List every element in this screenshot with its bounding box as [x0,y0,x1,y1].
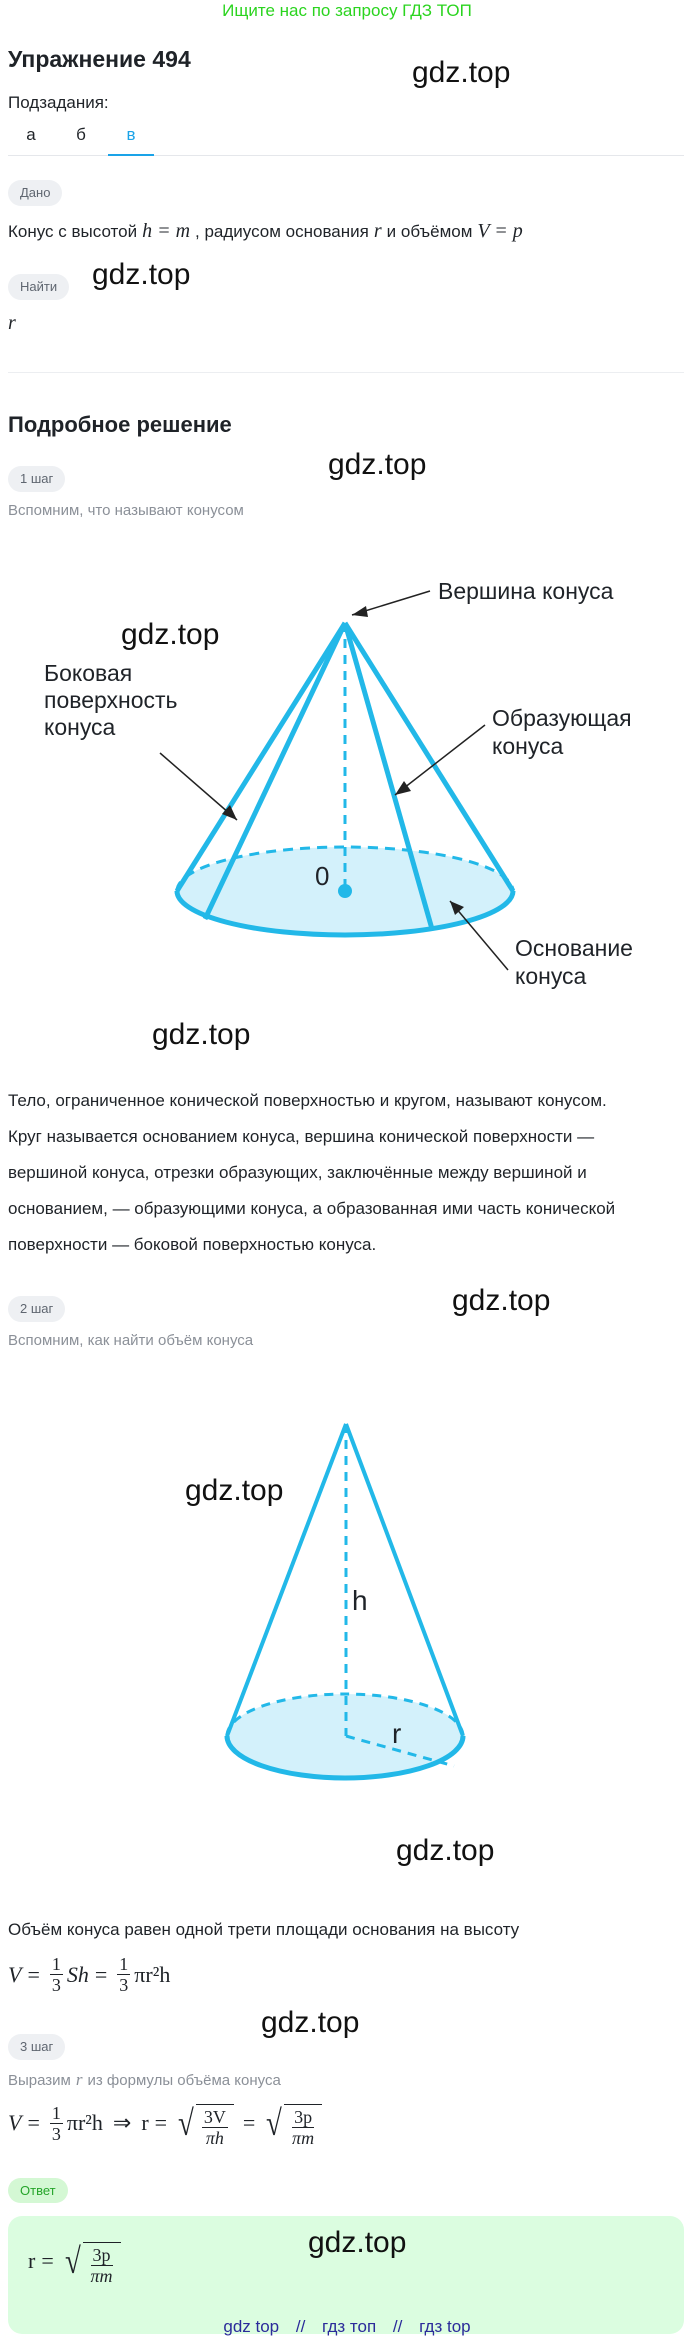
label-lateral-1: Боковая [44,660,133,686]
para-line-2: Круг называется основанием конуса, вершина конической поверхности — [8,1127,595,1146]
tab-b[interactable]: б [76,125,86,144]
label-apex: Вершина конуса [438,578,614,604]
find-pill: Найти [8,274,69,300]
cone-center-point [338,884,352,898]
f-frac-2: $\frac{1}{3}$ [119,1954,129,1995]
footer-link-3[interactable]: гдз top [419,2317,471,2336]
para-line-5: поверхности — боковой поверхностью конуса. [8,1235,377,1254]
radius-formula: V = $\frac{1}{3}$ πr²h ⇒ r = √ $\frac{3V}{\pi h}$ = √ $\frac{3p}{\pi m}$ [8,2098,325,2148]
arrow-generatrix [395,725,485,795]
search-banner: Ищите нас по запросу ГДЗ ТОП [222,1,472,20]
label-lateral-3: конуса [44,714,116,740]
f-sh: Sh [66,1961,89,1987]
cone-volume-diagram [0,1410,694,1820]
para-line-4: основанием, — образующими конуса, а образованная ими часть конической [8,1199,616,1218]
tab-v[interactable]: в [108,120,154,156]
page-title: Упражнение 494 [8,46,191,72]
f-v: V [8,1961,22,1987]
footer-links [0,2317,694,2337]
volume-formula [8,1954,170,1995]
tab-a[interactable]: а [26,125,36,144]
label-base-2: конуса [515,963,587,989]
step-1-paragraph [8,1083,684,1263]
ans-sqrt: √ $\frac{3p}{\pi m}$ [63,2236,121,2286]
given-math-radius: r [373,220,382,242]
step-2-pill: 2 шаг [8,1296,65,1322]
step-2-caption: Вспомним, как найти объём конуса [8,1332,254,1349]
answer-formula: r = √ $\frac{3p}{\pi m}$ [28,2236,124,2286]
watermark: gdz.top [261,2006,360,2039]
answer-pill: Ответ [8,2178,68,2203]
solution-title: Подробное решение [8,412,232,437]
f-pir2h: πr²h [134,1961,171,1987]
footer-sep-1: // [295,2317,306,2336]
label-h: h [352,1585,368,1616]
para-line-3: вершиной конуса, отрезки образующих, заключённые между вершиной и [8,1163,587,1182]
given-pill: Дано [8,180,62,206]
label-lateral-2: поверхность [44,687,178,713]
watermark: gdz.top [92,258,191,291]
f3-sqrt-1: √ $\frac{3V}{\pi h}$ [176,2098,234,2148]
step-2-text: Объём конуса равен одной трети площади основания на высоту [8,1920,520,1939]
label-base-1: Основание [515,935,633,961]
f-eq: = [27,1961,40,1987]
arrowhead-apex [352,606,368,617]
subtasks-label: Подзадания: [8,93,109,112]
label-center: 0 [315,861,330,891]
footer-link-1[interactable]: gdz top [223,2317,280,2336]
f-eq-2: = [94,1961,108,1987]
label-generatrix-2: конуса [492,733,564,759]
given-text-2: , радиусом основания [195,222,369,241]
watermark: gdz.top [185,1474,284,1507]
cone-figure [177,623,513,935]
given-text [8,220,523,243]
label-r: r [392,1718,402,1749]
f3-pir2h: πr²h [66,2110,103,2135]
f3-arrow: ⇒ [112,2110,132,2135]
watermark: gdz.top [328,448,427,481]
watermark: gdz.top [121,618,220,651]
f3-v: V [8,2110,22,2135]
given-math-volume: V = p [477,220,523,242]
watermark: gdz.top [452,1284,551,1317]
arrowhead-generatrix [395,781,411,795]
footer-sep-2: // [392,2317,403,2336]
step-3-pill: 3 шаг [8,2034,65,2060]
given-text-3: и объёмом [386,222,473,241]
step-3-caption: Выразим r из формулы объёма конуса [8,2070,281,2089]
footer-link-2[interactable]: гдз топ [322,2317,377,2336]
given-text-1: Конус с высотой [8,222,138,241]
watermark: gdz.top [396,1834,495,1867]
watermark: gdz.top [308,2226,407,2259]
label-generatrix-1: Образующая [492,705,632,731]
watermark: gdz.top [152,1018,251,1051]
given-math-height: h = m [142,220,191,242]
cone2-side-left [227,1424,346,1736]
subtask-tabs [8,120,684,156]
para-line-1: Тело, ограниченное конической поверхностью и кругом, называют конусом. [8,1091,607,1110]
f3-sqrt-2: √ $\frac{3p}{\pi m}$ [264,2098,322,2148]
f-frac: $\frac{1}{3}$ [51,1954,61,1995]
step-1-caption: Вспомним, что называют конусом [8,502,244,519]
arrow-lateral [160,753,237,820]
f3-r: r [141,2110,149,2135]
cone2-side-right [346,1424,463,1736]
ans-r: r [28,2248,36,2273]
divider [8,372,684,373]
cone-diagram [0,555,694,1005]
step-1-pill: 1 шаг [8,466,65,492]
watermark: gdz.top [412,56,511,89]
find-math: r [8,312,16,334]
